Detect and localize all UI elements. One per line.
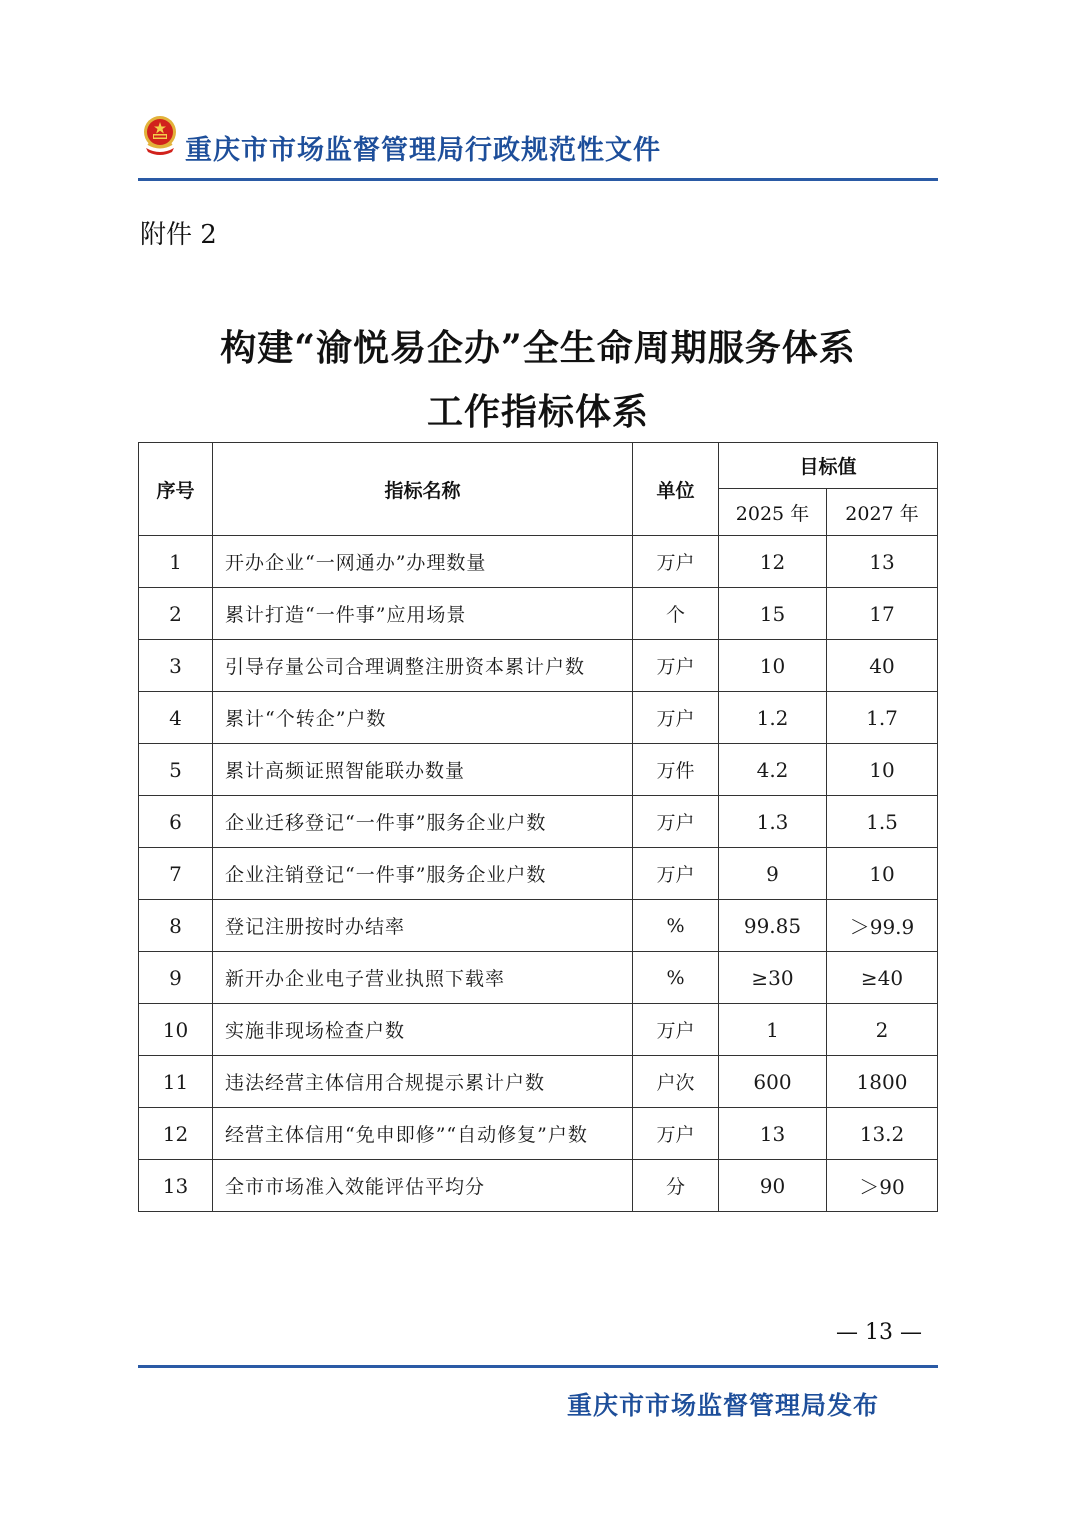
row-indicator-name: 全市市场准入效能评估平均分	[213, 1160, 633, 1212]
table-row	[139, 588, 938, 640]
row-indicator-name: 引导存量公司合理调整注册资本累计户数	[213, 640, 633, 692]
table-row	[139, 1160, 938, 1212]
row-unit: 万户	[633, 692, 719, 744]
row-index: 1	[139, 536, 213, 588]
page-number: — 13 —	[836, 1320, 922, 1345]
table-row	[139, 536, 938, 588]
table-row	[139, 1056, 938, 1108]
row-target-2027: 1.7	[827, 692, 938, 744]
row-indicator-name: 累计高频证照智能联办数量	[213, 744, 633, 796]
table-row	[139, 900, 938, 952]
row-target-2027: ＞90	[827, 1160, 938, 1212]
national-emblem-icon	[140, 114, 180, 158]
header-title: 重庆市市场监督管理局行政规范性文件	[185, 135, 661, 166]
row-target-2025: 1	[719, 1004, 827, 1056]
row-target-2027: 1800	[827, 1056, 938, 1108]
table-row	[139, 796, 938, 848]
table-row	[139, 744, 938, 796]
row-target-2027: 13	[827, 536, 938, 588]
row-target-2025: 13	[719, 1108, 827, 1160]
row-target-2025: 1.2	[719, 692, 827, 744]
row-indicator-name: 新开办企业电子营业执照下载率	[213, 952, 633, 1004]
document-title-line-1: 构建“渝悦易企办”全生命周期服务体系	[220, 327, 856, 369]
row-unit: 万户	[633, 796, 719, 848]
row-index: 5	[139, 744, 213, 796]
row-target-2025: 15	[719, 588, 827, 640]
row-unit: 万户	[633, 640, 719, 692]
header-year-2027: 2027 年	[827, 489, 938, 536]
footer-publisher: 重庆市市场监督管理局发布	[567, 1391, 880, 1420]
header-divider	[138, 178, 938, 181]
row-index: 10	[139, 1004, 213, 1056]
row-target-2027: 17	[827, 588, 938, 640]
row-target-2025: 1.3	[719, 796, 827, 848]
row-indicator-name: 违法经营主体信用合规提示累计户数	[213, 1056, 633, 1108]
row-index: 6	[139, 796, 213, 848]
row-target-2027: 1.5	[827, 796, 938, 848]
table-row	[139, 692, 938, 744]
row-target-2025: 99.85	[719, 900, 827, 952]
header-unit: 单位	[633, 443, 719, 536]
row-index: 3	[139, 640, 213, 692]
table-row	[139, 640, 938, 692]
row-target-2027: 2	[827, 1004, 938, 1056]
row-indicator-name: 企业注销登记“一件事”服务企业户数	[213, 848, 633, 900]
row-index: 12	[139, 1108, 213, 1160]
row-indicator-name: 登记注册按时办结率	[213, 900, 633, 952]
row-target-2025: 90	[719, 1160, 827, 1212]
row-indicator-name: 开办企业“一网通办”办理数量	[213, 536, 633, 588]
row-target-2025: 12	[719, 536, 827, 588]
document-title-line-2: 工作指标体系	[426, 391, 649, 433]
row-unit: 万户	[633, 848, 719, 900]
row-index: 2	[139, 588, 213, 640]
row-index: 7	[139, 848, 213, 900]
row-target-2027: 10	[827, 848, 938, 900]
row-target-2027: 40	[827, 640, 938, 692]
row-target-2027: ≥40	[827, 952, 938, 1004]
row-indicator-name: 实施非现场检查户数	[213, 1004, 633, 1056]
row-index: 8	[139, 900, 213, 952]
indicator-table	[138, 442, 938, 1212]
row-index: 13	[139, 1160, 213, 1212]
row-indicator-name: 企业迁移登记“一件事”服务企业户数	[213, 796, 633, 848]
footer-divider	[138, 1365, 938, 1368]
header-index: 序号	[139, 443, 213, 536]
row-index: 9	[139, 952, 213, 1004]
row-target-2025: ≥30	[719, 952, 827, 1004]
row-target-2027: ＞99.9	[827, 900, 938, 952]
row-unit: 万户	[633, 536, 719, 588]
row-unit: 个	[633, 588, 719, 640]
row-target-2025: 9	[719, 848, 827, 900]
row-target-2025: 10	[719, 640, 827, 692]
row-target-2025: 600	[719, 1056, 827, 1108]
row-indicator-name: 累计“个转企”户数	[213, 692, 633, 744]
table-row	[139, 1004, 938, 1056]
header-indicator-name: 指标名称	[213, 443, 633, 536]
table-row	[139, 1108, 938, 1160]
row-index: 11	[139, 1056, 213, 1108]
row-unit: 分	[633, 1160, 719, 1212]
table-row	[139, 848, 938, 900]
row-unit: 万户	[633, 1108, 719, 1160]
row-target-2027: 13.2	[827, 1108, 938, 1160]
row-indicator-name: 经营主体信用“免申即修”“自动修复”户数	[213, 1108, 633, 1160]
header-year-2025: 2025 年	[719, 489, 827, 536]
row-unit: 户次	[633, 1056, 719, 1108]
row-index: 4	[139, 692, 213, 744]
row-indicator-name: 累计打造“一件事”应用场景	[213, 588, 633, 640]
attachment-label: 附件 2	[140, 220, 217, 250]
row-unit: 万件	[633, 744, 719, 796]
row-unit: 万户	[633, 1004, 719, 1056]
table-row	[139, 952, 938, 1004]
row-unit: %	[633, 952, 719, 1004]
table-body	[139, 536, 938, 1212]
row-unit: %	[633, 900, 719, 952]
header-target-value: 目标值	[719, 443, 938, 489]
row-target-2025: 4.2	[719, 744, 827, 796]
row-target-2027: 10	[827, 744, 938, 796]
